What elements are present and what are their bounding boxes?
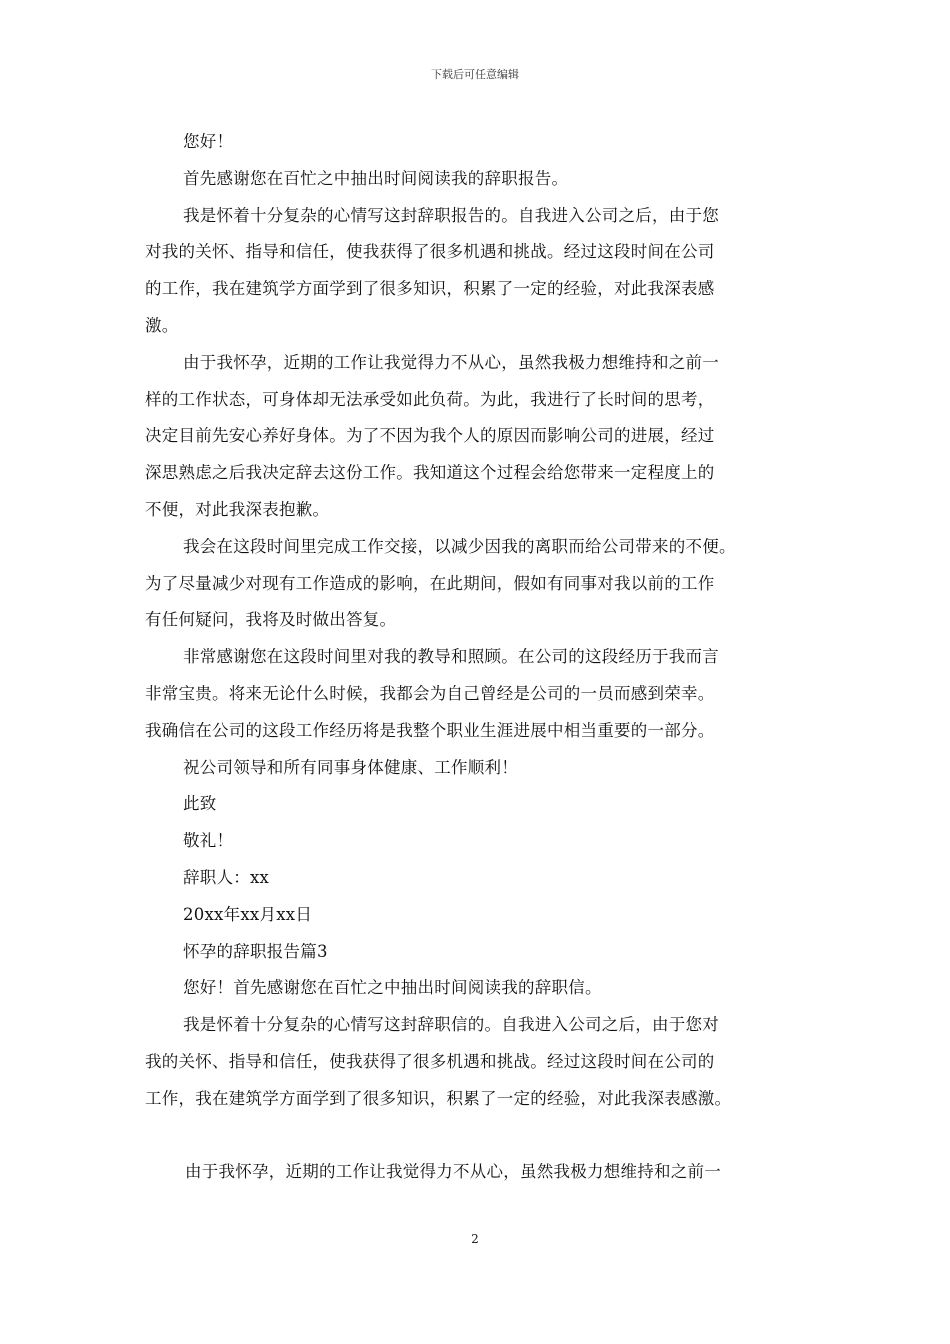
paragraph-line: 对我的关怀、指导和信任，使我获得了很多机遇和挑战。经过这段时间在公司 <box>145 242 715 262</box>
paragraph-line: 的工作，我在建筑学方面学到了很多知识，积累了一定的经验，对此我深表感 <box>145 279 715 299</box>
paragraph-line: 由于我怀孕，近期的工作让我觉得力不从心，虽然我极力想维持和之前一 <box>183 352 719 372</box>
blank-line <box>145 1118 810 1155</box>
greeting-line: 您好！首先感谢您在百忙之中抽出时间阅读我的辞职信。 <box>183 978 602 998</box>
paragraph-line: 不便，对此我深表抱歉。 <box>145 499 330 519</box>
paragraph-line: 由于我怀孕，近期的工作让我觉得力不从心，虽然我极力想维持和之前一 <box>185 1162 721 1182</box>
paragraph-line: 样的工作状态，可身体却无法承受如此负荷。为此，我进行了长时间的思考， <box>145 389 715 409</box>
salutation-line: 此致 <box>183 794 217 814</box>
paragraph-line: 非常宝贵。将来无论什么时候，我都会为自己曾经是公司的一员而感到荣幸。 <box>145 683 715 703</box>
section-title: 怀孕的辞职报告篇3 <box>183 941 328 961</box>
greeting-line: 您好！ <box>183 132 234 151</box>
date-line: 20xx年xx月xx日 <box>183 904 313 924</box>
paragraph-line: 我是怀着十分复杂的心情写这封辞职报告的。自我进入公司之后，由于您 <box>183 205 719 225</box>
paragraph-line: 工作，我在建筑学方面学到了很多知识，积累了一定的经验，对此我深表感激。 <box>145 1088 732 1108</box>
salutation-line: 敬礼！ <box>183 831 234 851</box>
paragraph-line: 我确信在公司的这段工作经历将是我整个职业生涯进展中相当重要的一部分。 <box>145 720 715 740</box>
paragraph-line: 激。 <box>145 315 179 335</box>
paragraph-line: 我会在这段时间里完成工作交接，以减少因我的离职而给公司带来的不便。 <box>183 536 736 556</box>
paragraph-line: 决定目前先安心养好身体。为了不因为我个人的原因而影响公司的进展，经过 <box>145 426 715 446</box>
paragraph-line: 为了尽量减少对现有工作造成的影响，在此期间，假如有同事对我以前的工作 <box>145 573 715 593</box>
page-number: 2 <box>471 1232 479 1246</box>
closing-wish: 祝公司领导和所有同事身体健康、工作顺利！ <box>183 757 518 777</box>
page-header: 下载后可任意编辑 <box>431 68 519 81</box>
paragraph-line: 有任何疑问，我将及时做出答复。 <box>145 610 397 630</box>
document-body <box>145 124 810 1191</box>
paragraph-line: 深思熟虑之后我决定辞去这份工作。我知道这个过程会给您带来一定程度上的 <box>145 463 715 483</box>
paragraph-line: 我的关怀、指导和信任，使我获得了很多机遇和挑战。经过这段时间在公司的 <box>145 1051 715 1071</box>
signature-line: 辞职人：xx <box>183 867 270 887</box>
paragraph-line: 首先感谢您在百忙之中抽出时间阅读我的辞职报告。 <box>183 168 569 188</box>
paragraph-line: 我是怀着十分复杂的心情写这封辞职信的。自我进入公司之后，由于您对 <box>183 1015 719 1035</box>
paragraph-line: 非常感谢您在这段时间里对我的教导和照顾。在公司的这段经历于我而言 <box>183 647 719 667</box>
